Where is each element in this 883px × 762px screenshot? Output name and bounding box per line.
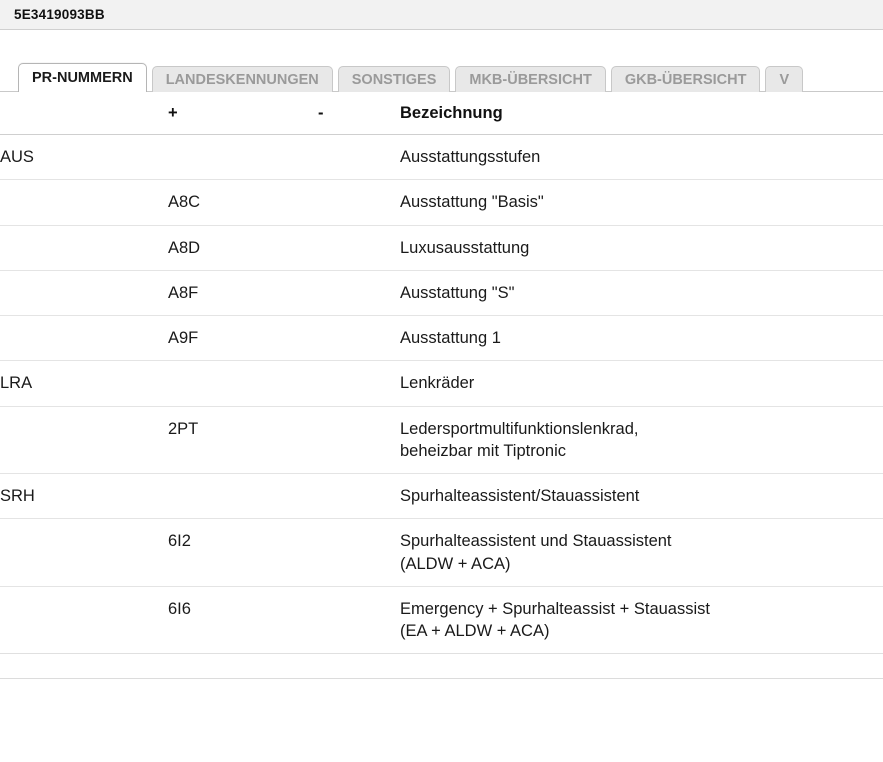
cell-code [168,135,318,180]
description-line-2: beheizbar mit Tiptronic [400,441,566,460]
cell-description [400,225,883,270]
cell-group [0,270,168,315]
cell-minus [318,586,400,654]
tab-4[interactable] [611,66,761,92]
cell-code: A9F [168,316,318,361]
cell-description [400,135,883,180]
cell-minus [318,474,400,519]
cell-minus [318,135,400,180]
cell-group [0,406,168,474]
description-line-2: (ALDW + ACA) [400,554,511,573]
cell-code: A8C [168,180,318,225]
cell-code: 6I6 [168,586,318,654]
description-line: Luxusausstattung [400,238,530,257]
cell-code [168,474,318,519]
table-row[interactable] [0,270,883,315]
tab-label: GKB-ÜBERSICHT [624,71,747,88]
tab-list [18,60,883,92]
cell-description [400,474,883,519]
tab-bar [0,60,883,92]
table-row[interactable] [0,225,883,270]
table-body [0,135,883,654]
tab-1[interactable] [152,66,333,92]
tab-label: V [779,71,790,88]
window-title-bar [0,0,883,30]
cell-description [400,361,883,406]
description-line: Ausstattungsstufen [400,148,541,166]
table-row[interactable] [0,135,883,180]
table-row[interactable] [0,361,883,406]
pr-numbers-table [0,92,883,654]
cell-group: LRA [0,361,168,406]
description-line: Ledersportmultifunktionslenkrad, [400,419,639,438]
description-line: Spurhalteassistent/Stauassistent [400,487,640,506]
cell-code: A8F [168,270,318,315]
cell-description [400,519,883,587]
description-line: Lenkräder [400,374,475,393]
content-bottom-divider [0,678,883,679]
column-header-plus: + [168,92,318,135]
table-row[interactable] [0,180,883,225]
cell-code: A8D [168,225,318,270]
table-row[interactable] [0,586,883,654]
cell-description [400,180,883,225]
description-line: Emergency + Spurhalteassist + Stauassist [400,599,710,618]
cell-group [0,519,168,587]
description-line: Ausstattung "Basis" [400,193,544,212]
main-content [0,92,883,679]
description-line: Ausstattung 1 [400,329,501,348]
description-line-2: (EA + ALDW + ACA) [400,622,550,641]
cell-minus [318,361,400,406]
cell-description [400,270,883,315]
cell-group: AUS [0,135,168,180]
tab-label: PR-NUMMERN [32,70,133,86]
description-line: Ausstattung "S" [400,283,515,302]
tab-2[interactable] [338,66,451,92]
cell-code: 2PT [168,406,318,474]
cell-group [0,586,168,654]
tab-label: MKB-ÜBERSICHT [469,71,592,88]
description-line: Spurhalteassistent und Stauassistent [400,532,672,551]
table-row[interactable] [0,406,883,474]
cell-minus [318,406,400,474]
column-header-minus: - [318,92,400,135]
tab-label: SONSTIGES [351,71,437,88]
column-header-group [0,92,168,135]
cell-minus [318,180,400,225]
cell-description [400,406,883,474]
window-title: 5E3419093BB [14,7,105,22]
tab-3[interactable] [455,66,605,92]
tab-0[interactable] [18,63,147,92]
cell-minus [318,519,400,587]
cell-group [0,180,168,225]
cell-description [400,586,883,654]
cell-code: 6I2 [168,519,318,587]
cell-group: SRH [0,474,168,519]
tab-label: LANDESKENNUNGEN [165,71,319,88]
table-row[interactable] [0,474,883,519]
cell-group [0,316,168,361]
table-header-row [0,92,883,135]
cell-minus [318,225,400,270]
column-header-description: Bezeichnung [400,92,883,135]
table-row[interactable] [0,316,883,361]
tab-5[interactable] [765,66,803,92]
cell-group [0,225,168,270]
cell-description [400,316,883,361]
cell-minus [318,270,400,315]
cell-minus [318,316,400,361]
table-row[interactable] [0,519,883,587]
table-head [0,92,883,135]
cell-code [168,361,318,406]
